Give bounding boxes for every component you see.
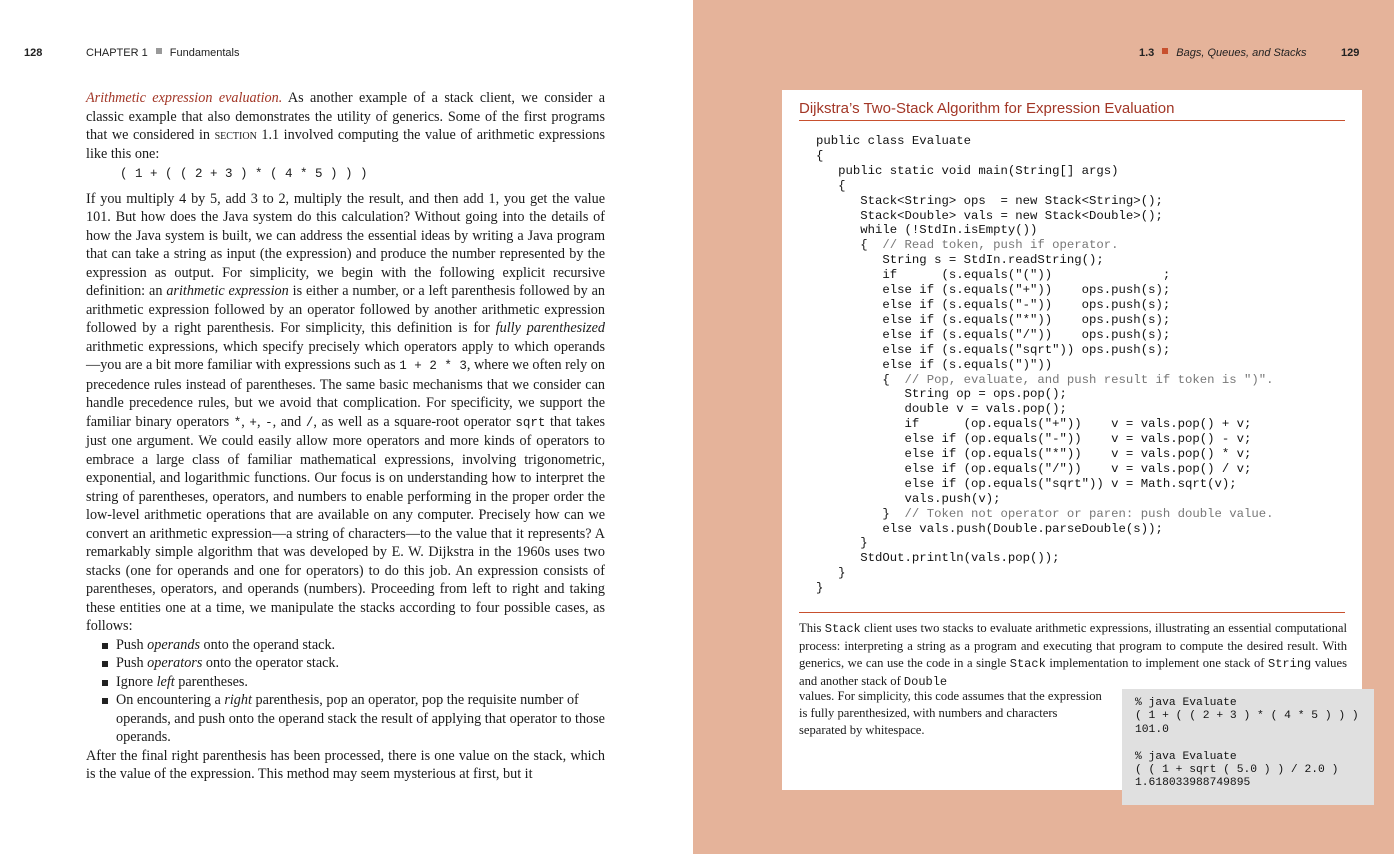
section-title: Bags, Queues, and Stacks <box>1176 47 1307 59</box>
text-run: Push <box>116 655 148 671</box>
chapter-header <box>86 47 239 59</box>
chapter-title: Fundamentals <box>169 47 240 59</box>
inline-code: * <box>233 415 242 430</box>
text-run: client uses two stacks to evaluate arithmetic expressions, illustrating an essential computational process: interpreting a string as a program and executing that program to compute the desired result. With generics, we can use the code in a single <box>799 621 1347 670</box>
right-page-header <box>1341 47 1359 59</box>
inline-code: Stack <box>1009 657 1046 671</box>
section-reference: section 1.1 <box>214 127 280 143</box>
text-run: onto the operator stack. <box>202 655 340 671</box>
text-run: is either a number, or a left parenthesis followed by an arithmetic expression followed by an operator followed by another arithmetic expression followed by a right parenthesis. For simplicity, this definition is for <box>86 283 606 336</box>
section-number: 1.3 <box>1139 47 1155 59</box>
text-run: This <box>799 621 825 635</box>
terminal-text: % java Evaluate ( 1 + ( ( 2 + 3 ) * ( 4 * 5 ) ) ) 101.0 % java Evaluate ( ( 1 + sqrt ( 5.0 ) ) / 2.0 ) 1.618033988749895 <box>1135 697 1359 790</box>
text-run: Push <box>116 636 148 653</box>
intro-paragraph <box>86 89 605 163</box>
cases-list <box>86 636 605 747</box>
emphasis: right <box>224 692 252 708</box>
text-run: involved computing the value of arithmetic expressions like this one: <box>86 127 605 162</box>
text-run: parentheses. <box>174 673 248 690</box>
inline-code: / <box>305 415 314 430</box>
square-bullet-icon <box>156 48 162 54</box>
list-item <box>86 636 605 655</box>
run-in-heading: Arithmetic expression evaluation. <box>86 90 283 106</box>
right-page-number: 129 <box>1341 47 1360 59</box>
list-item <box>86 691 605 747</box>
inline-code: String <box>1268 657 1312 671</box>
example-expression: ( 1 + ( ( 2 + 3 ) * ( 4 * 5 ) ) ) <box>120 167 368 181</box>
text-run: , as well as a square-root operator <box>313 413 516 430</box>
code-block: else vals.push(Double.parseDouble(s)); } StdOut.println(vals.pop()); } } <box>816 521 1163 596</box>
text-run: As another example of a stack client, we consider a classic example that also demonstrates the utility of generics. Some of the first programs that we considered in <box>86 90 605 143</box>
text-run: onto the operand stack. <box>199 636 336 653</box>
code-comment: // Read token, push if operator. <box>867 238 1119 253</box>
text-run: parenthesis, pop an operator, pop the requisite number of operands, and push onto the operand stack the result of applying that operator to those operands. <box>116 692 605 745</box>
inline-code: + <box>249 415 257 430</box>
text-run: values and another stack of <box>799 656 1347 688</box>
text-run: arithmetic expressions, which specify precisely which operators apply to which operands—you are a bit more familiar with expressions such as <box>86 338 605 373</box>
algorithm-box <box>782 90 1362 790</box>
caption <box>799 620 1347 691</box>
text-run: Ignore <box>116 673 157 690</box>
list-item <box>86 673 605 692</box>
code-block: String s = StdIn.readString(); if (s.equals("(")) ; else if (s.equals("+")) ops.push(s); else if (s.equals("-")) ops.push(s); else if (s.equals("*")) ops.push(s); else if (s.equals("/")) ops.push(s); else if (s.equals("sqrt")) ops.push(s); else if (s.equals(")")) { <box>882 253 1171 387</box>
text-run: implementation to implement one stack of <box>1045 656 1269 670</box>
terminal-output <box>1122 689 1374 805</box>
left-page-header <box>24 47 42 59</box>
inline-code: Stack <box>824 622 861 636</box>
text-run: , <box>241 413 250 430</box>
text-run: , and <box>272 413 306 430</box>
inline-code: Double <box>903 675 948 689</box>
box-title: Dijkstra’s Two-Stack Algorithm for Expression Evaluation <box>799 100 1345 121</box>
left-page-number: 128 <box>24 47 43 59</box>
emphasis: left <box>156 673 175 690</box>
code-listing <box>816 134 1274 596</box>
body-text <box>86 89 605 784</box>
code-block: public class Evaluate { public static void main(String[] args) { Stack<String> ops = new Stack<String>(); Stack<Double> vals = new Stack<Double>(); while (!StdIn.isEmpty()) { <box>816 134 1163 253</box>
emphasis: fully parenthesized <box>495 320 605 336</box>
square-bullet-icon <box>1162 48 1168 54</box>
left-page <box>0 0 693 854</box>
definition-paragraph <box>86 190 605 636</box>
closing-paragraph: After the final right parenthesis has been processed, there is one value on the stack, which is the value of the expression. This method may seem mysterious at first, but it <box>86 747 605 782</box>
code-comment: // Token not operator or paren: push double value. <box>889 506 1274 521</box>
code-comment: // Pop, evaluate, and push result if token is ")". <box>889 372 1274 387</box>
text-run: that takes just one argument. We could easily allow more operators and more kinds of operators to embrace a large class of familiar mathematical expressions, involving trigonometric, exponential, and logarithmic functions. Our focus is on understanding how to interpret the string of parentheses, operators, and numbers to enable performing in the proper order the low-level arithmetic operations that are available on any computer. Precisely how can we convert an arithmetic expression—a string of characters—to the value that it represents? A remarkably simple algorithm that was developed by E. W. Dijkstra in the 1960s uses two stacks (one for operands and one for operators) to do this job. An expression consists of parentheses, operators, and operands (numbers). Proceeding from left to right and taking these entities one at a time, we manipulate the stacks according to four possible cases, as follows: <box>86 413 606 634</box>
text-run: On encountering a <box>116 692 225 708</box>
code-block: String op = ops.pop(); double v = vals.pop(); if (op.equals("+")) v = vals.pop() + v; else if (op.equals("-")) v = vals.pop() - v; else if (op.equals("*")) v = vals.pop() * v; else if (op.equals("/")) v = vals.pop() / v; else if (op.equals("sqrt")) v = Math.sqrt(v); vals.push(v); } <box>882 387 1252 521</box>
list-item <box>86 654 605 673</box>
section-header <box>1139 47 1307 59</box>
emphasis: operators <box>147 655 203 671</box>
text-run: , where we often rely on precedence rules instead of parentheses. The same basic mechanisms that we consider can handle precedence rules, but we avoid that complication. For specificity, we support the familiar binary operators <box>86 357 605 430</box>
inline-code: - <box>265 415 273 430</box>
inline-code: 1 + 2 * 3 <box>399 359 467 373</box>
chapter-label: CHAPTER 1 <box>86 47 148 59</box>
text-run: , <box>256 413 266 430</box>
divider <box>799 612 1345 613</box>
emphasis: operands <box>147 636 200 653</box>
inline-code: sqrt <box>515 415 546 430</box>
caption-continued: values. For simplicity, this code assumes that the expression is fully parenthesized, with numbers and characters separated by whitespace. <box>799 689 1102 737</box>
emphasis: arithmetic expression <box>166 283 289 299</box>
text-run: If you multiply 4 by 5, add 3 to 2, multiply the result, and then add 1, you get the value 101. But how does the Java system do this calculation? Without going into the details of how the Java system is built, we can address the essential ideas by writing a Java program that can take a string as input (the expression) and produce the number represented by the expression as output. For simplicity, we begin with the following explicit recursive definition: an <box>86 190 605 299</box>
